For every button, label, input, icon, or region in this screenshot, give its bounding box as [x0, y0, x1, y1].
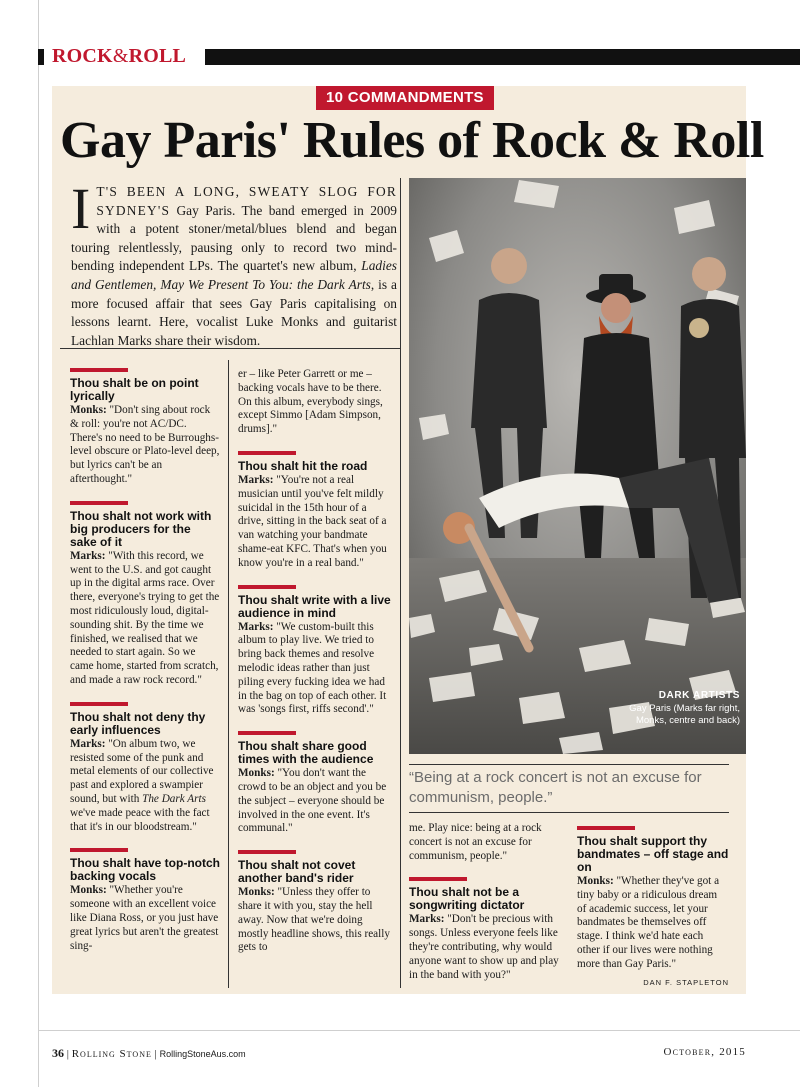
band-photo [409, 178, 746, 754]
website-link[interactable]: RollingStoneAus.com [159, 1049, 246, 1059]
commandment-4 [70, 848, 220, 953]
commandment-10 [577, 826, 729, 989]
photo-caption [628, 690, 740, 728]
commandment-2 [70, 501, 220, 688]
speaker: Monks: [238, 886, 275, 899]
section-label-rock: ROCK [52, 45, 113, 67]
speaker: Marks: [238, 473, 274, 486]
red-rule [70, 848, 128, 852]
red-rule [70, 501, 128, 505]
intro-text-1: Gay Paris. The band emerged in 2009 with a potent stoner/metal/blues blend and began touring relentlessly, pausing only to record two mind-bending independent LPs. The quartet's new album, [71, 202, 397, 274]
red-rule [577, 826, 635, 830]
quote-text: "You don't want the crowd to be an object and you be the subject – everyone should be involved in the one event. It's communal." [238, 767, 387, 835]
commandment-body [70, 738, 220, 835]
red-rule [238, 731, 296, 735]
commandment-3 [70, 702, 220, 835]
commandment-body [70, 884, 220, 953]
commandment-1 [70, 368, 220, 487]
commandment-body [577, 875, 729, 972]
commandment-title: Thou shalt not be a songwriting dictator [409, 885, 525, 913]
speaker: Monks: [70, 884, 107, 897]
commandment-title: Thou shalt support thy bandmates – off stage and on [577, 834, 729, 874]
commandment-title: Thou shalt not deny thy early influences [70, 709, 206, 737]
commandment-6 [238, 585, 392, 718]
commandment-body [238, 474, 392, 571]
page-number: 36 [52, 1046, 64, 1060]
red-rule [70, 368, 128, 372]
speaker: Marks: [70, 549, 106, 562]
pullquote-rule-top [409, 764, 729, 765]
speaker: Marks: [70, 737, 106, 750]
caption-text: Gay Paris (Marks far right, Monks, centre and back) [629, 702, 740, 726]
quote-text: "Don't sing about rock & roll: you're not AC/DC. There's no need to be Burroughs-level obscure or Plato-level deep, but lyrics can't be an afterthought." [70, 404, 220, 485]
commandment-4-continued [238, 368, 392, 437]
red-rule [70, 702, 128, 706]
commandment-body [70, 404, 220, 487]
commandment-5 [238, 451, 392, 571]
headline: Gay Paris' Rules of Rock & Roll [60, 112, 764, 169]
column-4 [577, 826, 729, 1003]
commandment-body [409, 913, 565, 982]
column-divider-left [228, 360, 229, 988]
header-tick [38, 49, 44, 65]
speaker: Monks: [238, 767, 275, 780]
author-credit: DAN F. STAPLETON [643, 977, 729, 987]
quote-text: "Unless they offer to share it with you, stay the hell away. Now that we're doing mostly headline shows, this really gets to [238, 886, 390, 954]
footer-separator: | [154, 1048, 157, 1060]
commandment-body [238, 767, 392, 836]
band-photo-illustration [409, 178, 746, 754]
section-label [52, 45, 186, 68]
intro-lead-caps: T'S BEEN A LONG, SWEATY SLOG FOR SYDNEY'S [96, 184, 397, 218]
intro-text-2: , is a more focused affair that sees Gay Paris capitalising on lessons learnt. Here, vocalist Luke Monks and guitarist Lachlan Marks share their wisdom. [71, 276, 397, 348]
footer-rule [38, 1030, 800, 1031]
kicker-badge: 10 COMMANDMENTS [316, 86, 494, 110]
column-2 [238, 368, 392, 969]
album-title: Ladies and Gentlemen, May We Present To You: the Dark Arts [71, 258, 397, 292]
commandment-7 [238, 731, 392, 836]
commandment-title: Thou shalt be on point lyrically [70, 376, 199, 403]
header-bar [205, 49, 800, 65]
quote-text: "On album two, we resisted some of the punk and metal elements of our collective past and explored a swampier sound, but with [70, 737, 214, 805]
column-1 [70, 368, 220, 967]
red-rule [238, 850, 296, 854]
commandment-body [70, 550, 220, 688]
commandment-title: Thou shalt hit the road [238, 458, 368, 473]
commandment-title: Thou shalt not covet another band's rider [238, 858, 356, 886]
intro-divider [60, 348, 400, 349]
commandment-title: Thou shalt share good times with the audience [238, 739, 374, 767]
drop-cap: I [71, 176, 91, 241]
red-rule [238, 451, 296, 455]
quote-text: "Don't be precious with songs. Unless everyone feels like they're contributing, why would anyone want to show up and play in the band with you?" [409, 913, 559, 981]
pullquote-rule-bottom [409, 812, 729, 813]
continuation-text: me. Play nice: being at a rock concert is not an excuse for communism, people." [409, 822, 542, 862]
red-rule [238, 585, 296, 589]
quote-text: we've made peace with the fact that it's in our bloodstream." [70, 806, 210, 833]
commandment-body [238, 886, 392, 955]
speaker: Monks: [577, 875, 614, 887]
section-label-roll: ROLL [128, 45, 187, 67]
page-margin-rule [38, 0, 39, 1087]
commandment-8 [238, 850, 392, 955]
intro-paragraph [71, 176, 397, 350]
quote-text: "With this record, we went to the U.S. and got caught up in the digital arms race. Over there, everyone's trying to get the most ridiculously loud, digital-sounding shit. By the time we finished, we realised that we needed to start again. So we came home, started from scratch, and made a raw rock record." [70, 549, 220, 686]
speaker: Marks: [409, 913, 445, 926]
speaker: Marks: [238, 620, 274, 633]
commandment-title: Thou shalt have top-notch backing vocals [70, 856, 220, 884]
commandment-8-continued [409, 822, 565, 863]
pullquote: “Being at a rock concert is not an excuse for communism, people.” [409, 769, 702, 806]
quote-text: "Whether they've got a tiny baby or a ridiculous dream of academic success, let your bandmates be themselves off stage. I think we'd hate each other if our lives were nothing more than Gay Paris." [577, 875, 720, 970]
speaker: Monks: [70, 404, 107, 416]
commandment-9 [409, 877, 565, 982]
column-3 [409, 822, 565, 996]
commandment-title: Thou shalt not work with big producers for the sake of it [70, 508, 212, 549]
caption-head: DARK ARTISTS [658, 690, 740, 701]
column-divider-main [400, 178, 401, 988]
section-label-amp: & [112, 45, 129, 67]
magazine-name: Rolling Stone [71, 1048, 152, 1060]
footer-left [52, 1046, 246, 1061]
issue-date: October, 2015 [663, 1046, 746, 1058]
quote-text: "Whether you're someone with an excellent voice like Diana Ross, or you just have great lyrics but aren't the greatest sing- [70, 884, 219, 952]
quote-text: "We custom-built this album to play live. We tried to bring back themes and resolve melodic ideas rather than just piling every fucking idea we had in the bag on top of each other. It was 'songs first, riffs second'." [238, 620, 387, 716]
footer-separator: | [66, 1048, 69, 1060]
red-rule [409, 877, 467, 881]
commandment-title: Thou shalt write with a live audience in mind [238, 592, 391, 620]
continuation-text: er – like Peter Garrett or me – backing vocals have to be there. On this album, everybody sings, except Simmo [Adam Simpson, drums]." [238, 368, 383, 436]
commandment-body [238, 621, 392, 718]
album-italic: The Dark Arts [142, 792, 206, 805]
quote-text: "You're not a real musician until you've felt mildly suicidal in the 15th hour of a drive, sitting in the back seat of a van watching your bandmate shame-eat KFC. That's when you know you're in a real band." [238, 473, 387, 569]
